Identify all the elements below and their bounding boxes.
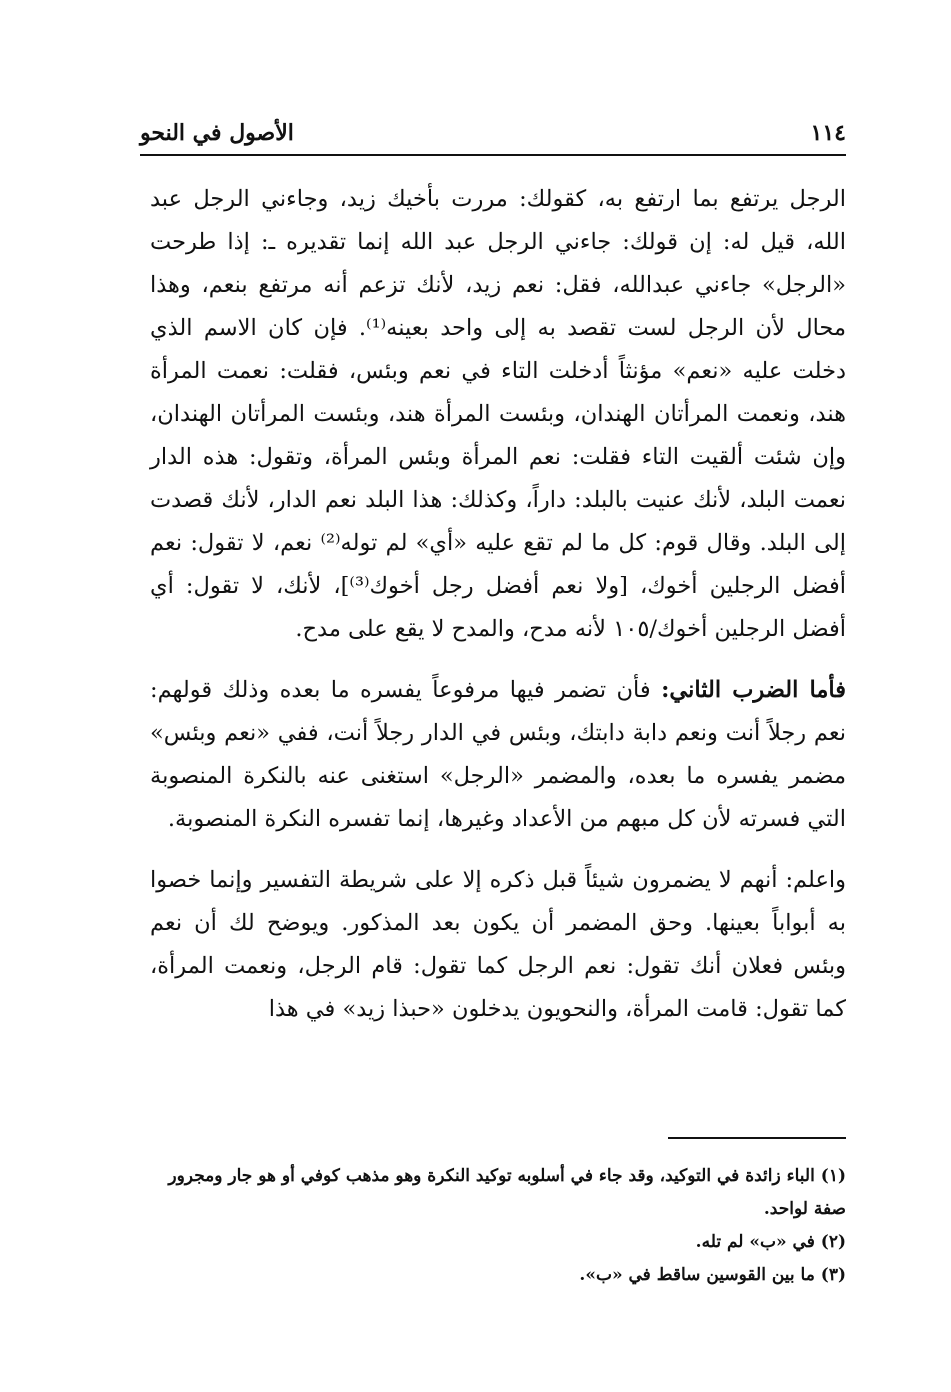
footnote-rule: [668, 1137, 846, 1139]
paragraph-text: فأن تضمر فيها مرفوعاً يفسره ما بعده وذلك قولهم: نعم رجلاً أنت ونعم دابة دابتك، وبئس في الدار رجلاً أنت، ففي «نعم وبئس» مضمر يفسره ما بعده، والمضمر «الرجل» استغنى عنه بالنكرة المنصوبة التي فسرته لأن كل مبهم من الأعداد وغيرها، إنما تفسره النكرة المنصوبة.: [150, 677, 846, 832]
footnotes: [150, 1160, 846, 1292]
running-title: الأصول في النحو: [140, 120, 294, 146]
footnote: (٢) في «ب» لم تله.: [695, 1232, 846, 1252]
paragraph: [150, 178, 846, 651]
paragraph-text: واعلم: أنهم لا يضمرون شيئاً قبل ذكره إلا على شريطة التفسير وإنما خصوا به أبواباً بعينها. وحق المضمر أن يكون بعد المذكور. ويوضح لك أن نعم وبئس فعلان أنك تقول: نعم الرجل كما تقول: قام الرجل، ونعمت المرأة، كما تقول: قامت المرأة، والنحويون يدخلون «حبذا زيد» في هذا: [150, 867, 846, 1022]
paragraph: [150, 859, 846, 1031]
page-header: [140, 120, 846, 154]
footnote: (١) الباء زائدة في التوكيد، وقد جاء في أسلوبه توكيد النكرة وهو مذهب كوفي أو هو جار ومجرور صفة لواحد.: [168, 1166, 846, 1219]
page-number: ١١٤: [810, 120, 846, 146]
paragraph: [150, 669, 846, 841]
footnote: (٣) ما بين القوسين ساقط في «ب».: [579, 1265, 846, 1285]
header-rule: [140, 154, 846, 156]
main-text: [150, 178, 846, 1031]
paragraph-lead: فأما الضرب الثاني:: [661, 677, 846, 703]
paragraph-text: الرجل يرتفع بما ارتفع به، كقولك: مررت بأخيك زيد، وجاءني الرجل عبد الله، قيل له: إن قولك: جاءني الرجل عبد الله إنما تقديره ـ: إذا طرحت «الرجل» جاءني عبدالله، فقل: نعم زيد، لأنك تزعم أنه مرتفع بنعم، وهذا محال لأن الرجل لست تقصد به إلى واحد بعينه⁽¹⁾. فإن كان الاسم الذي دخلت عليه «نعم» مؤنثاً أدخلت التاء في نعم وبئس، فقلت: نعمت المرأة هند، ونعمت المرأتان الهندان، وبئست المرأة هند، وبئست المرأتان الهندان، وإن شئت ألقيت التاء فقلت: نعم المرأة وبئس المرأة، وتقول: هذه الدار نعمت البلد، لأنك عنيت بالبلد: داراً، وكذلك: هذا البلد نعم الدار، لأنك قصدت إلى البلد. وقال قوم: كل ما لم تقع عليه «أي» لم توله⁽²⁾ نعم، لا تقول: نعم أفضل الرجلين أخوك، [ولا نعم أفضل رجل أخوك⁽³⁾]، لأنك، لا تقول: أي أفضل الرجلين أخوك/١٠٥ لأنه مدح، والمدح لا يقع على مدح.: [150, 186, 847, 642]
